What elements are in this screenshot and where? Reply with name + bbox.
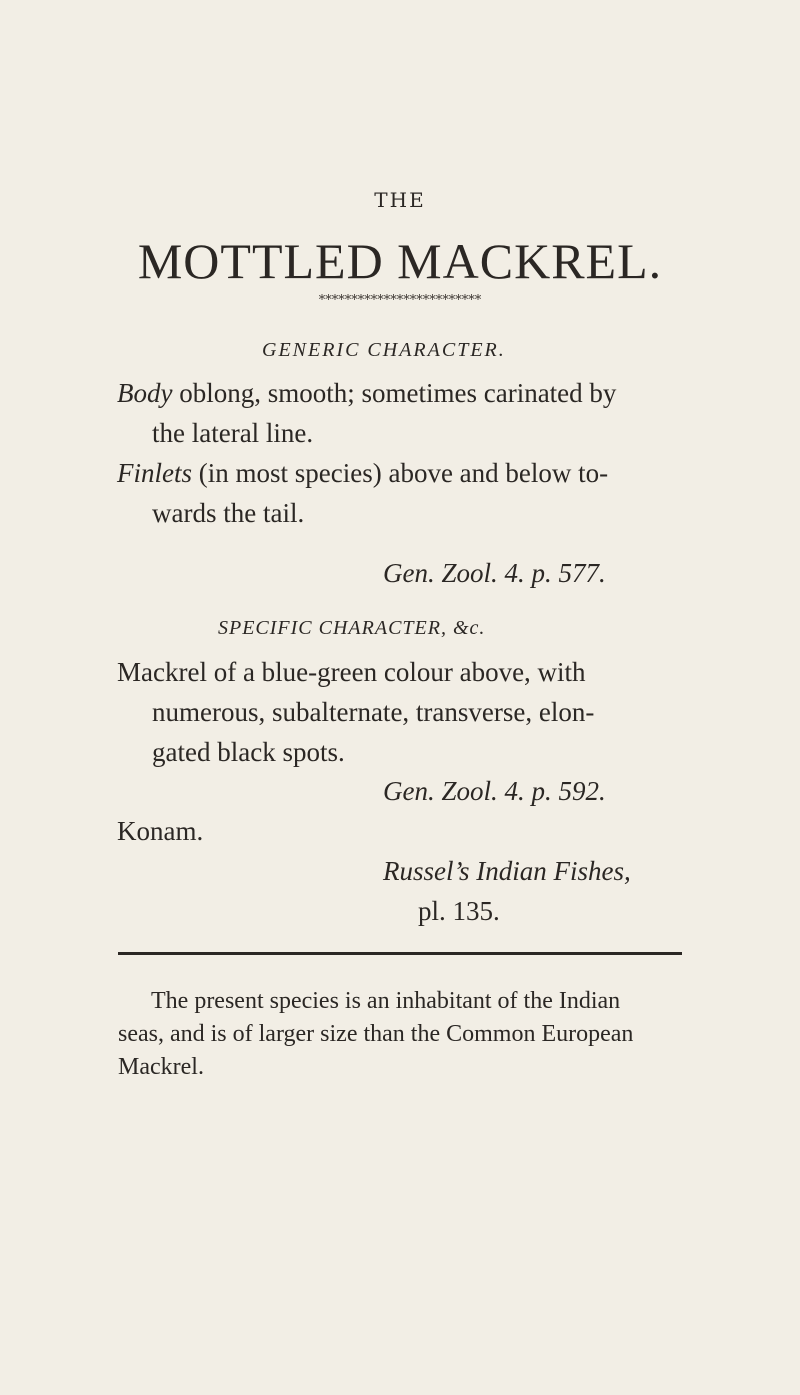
- paragraph-line-3: Mackrel.: [118, 1054, 204, 1080]
- finlets-text: (in most species) above and below to-: [192, 458, 609, 488]
- local-name: Konam.: [117, 816, 204, 846]
- paragraph-line-1: The present species is an inhabitant of the Indian: [151, 988, 621, 1014]
- body-term: Body: [117, 378, 173, 408]
- section-rule: [118, 952, 682, 955]
- specific-line-2: numerous, subalternate, transverse, elon-: [152, 697, 595, 727]
- plate-reference: pl. 135.: [418, 896, 500, 926]
- body-line-2: the lateral line.: [152, 418, 314, 448]
- paragraph-line-2: seas, and is of larger size than the Common European: [118, 1021, 634, 1047]
- specific-character-heading: SPECIFIC CHARACTER, &c.: [218, 617, 486, 639]
- generic-character-heading: GENERIC CHARACTER.: [262, 339, 506, 361]
- finlets-line-2: wards the tail.: [152, 498, 305, 528]
- generic-reference: Gen. Zool. 4. p. 577.: [383, 558, 606, 588]
- body-text: oblong, smooth; sometimes carinated by: [172, 378, 617, 408]
- finlets-term: Finlets: [117, 458, 192, 488]
- page-title: MOTTLED MACKREL.: [137, 233, 663, 289]
- title-kicker: THE: [374, 188, 426, 212]
- finlets-line-1: [117, 458, 608, 489]
- specific-reference-2: Russel’s Indian Fishes,: [383, 856, 631, 886]
- body-line-1: [117, 378, 616, 409]
- specific-line-3: gated black spots.: [152, 737, 345, 767]
- specific-line-1: Mackrel of a blue-green colour above, with: [117, 657, 586, 687]
- specific-reference-1: Gen. Zool. 4. p. 592.: [383, 776, 606, 806]
- ornament-divider: *************************: [318, 293, 482, 308]
